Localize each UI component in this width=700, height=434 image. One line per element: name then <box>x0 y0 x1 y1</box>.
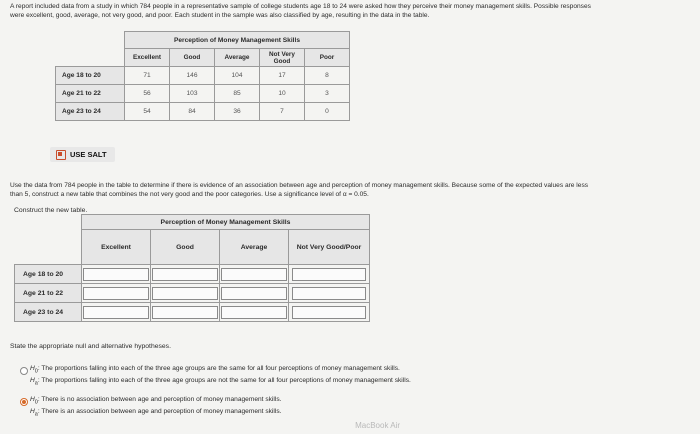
row-header: Age 23 to 24 <box>56 103 125 121</box>
table-cell: 54 <box>125 103 170 121</box>
answer-input[interactable] <box>292 268 366 281</box>
col-header-good: Good <box>151 230 220 265</box>
answer-input[interactable] <box>292 287 366 300</box>
table-cell: 0 <box>305 103 350 121</box>
table-row <box>15 265 370 284</box>
table-cell: 7 <box>260 103 305 121</box>
task-instructions <box>10 181 700 199</box>
row-header: Age 21 to 22 <box>56 85 125 103</box>
use-salt-button[interactable] <box>50 147 115 162</box>
hypothesis-option-1-radio[interactable] <box>20 367 28 375</box>
col-header-average: Average <box>220 230 289 265</box>
table-row <box>15 284 370 303</box>
table-row <box>15 303 370 322</box>
answer-input[interactable] <box>221 268 287 281</box>
answer-input[interactable] <box>221 306 287 319</box>
data-table <box>55 31 350 121</box>
hypothesis-option-2[interactable]: $H_0$: There is no association between age and perception of money management skills. $H_a$: There is an association between age and perception of money management skills. <box>30 396 282 418</box>
table-row <box>56 67 350 85</box>
answer-table-title: Perception of Money Management Skills <box>82 215 370 230</box>
answer-input[interactable] <box>292 306 366 319</box>
option-2-h0: There is no association between age and perception of money management skills. <box>41 396 282 403</box>
table-cell: 104 <box>215 67 260 85</box>
option-1-h0: The proportions falling into each of the three age groups are the same for all four perceptions of money management skills. <box>41 365 400 372</box>
col-header-not-very-good: Not Very Good <box>260 49 305 67</box>
answer-table <box>14 214 370 322</box>
option-2-ha: There is an association between age and perception of money management skills. <box>41 408 282 416</box>
answer-input[interactable] <box>83 306 149 319</box>
answer-input[interactable] <box>152 287 218 300</box>
table-cell: 8 <box>305 67 350 85</box>
table-cell: 3 <box>305 85 350 103</box>
table-cell: 103 <box>170 85 215 103</box>
construct-label: Construct the new table. <box>14 207 88 214</box>
table-row <box>56 85 350 103</box>
table-cell: 85 <box>215 85 260 103</box>
answer-input[interactable] <box>83 268 149 281</box>
task-line-1: Use the data from 784 people in the table to determine if there is evidence of an association between age and perception of money management skills. Because some of the expected values are less <box>10 182 589 189</box>
row-header: Age 18 to 20 <box>15 265 82 284</box>
hypotheses-prompt: State the appropriate null and alternative hypotheses. <box>10 343 171 350</box>
col-header-excellent: Excellent <box>125 49 170 67</box>
answer-input[interactable] <box>83 287 149 300</box>
task-line-2: than 5, construct a new table that combines the not very good and the poor categories. Use a significance level of α = 0.05. <box>10 191 369 198</box>
col-header-not-very-good-poor: Not Very Good/Poor <box>289 230 370 265</box>
problem-intro <box>10 2 700 20</box>
col-header-average: Average <box>215 49 260 67</box>
table-cell: 17 <box>260 67 305 85</box>
device-watermark: MacBook Air <box>355 421 400 430</box>
row-header: Age 21 to 22 <box>15 284 82 303</box>
table-cell: 84 <box>170 103 215 121</box>
table-cell: 146 <box>170 67 215 85</box>
hypothesis-option-1[interactable]: $H_0$: The proportions falling into each of the three age groups are the same for all four perceptions of money management skills. $H_a$: The proportions falling into each of the three age groups are not the same for all four perceptions of money management skills. <box>30 365 411 387</box>
intro-line-1: A report included data from a study in which 784 people in a representative sample of college students age 18 to 24 were asked how they perceive their money management skills. Possible responses <box>10 3 591 10</box>
row-header: Age 18 to 20 <box>56 67 125 85</box>
table-cell: 10 <box>260 85 305 103</box>
use-salt-label: USE SALT <box>70 150 107 159</box>
col-header-excellent: Excellent <box>82 230 151 265</box>
hypothesis-option-2-radio[interactable] <box>20 398 28 406</box>
table-row <box>56 103 350 121</box>
answer-input[interactable] <box>152 268 218 281</box>
option-1-ha: The proportions falling into each of the three age groups are not the same for all four perceptions of money management skills. <box>41 377 411 385</box>
salt-icon <box>56 150 66 160</box>
intro-line-2: were excellent, good, average, not very good, and poor. Each student in the sample was also classified by age, resulting in the data in the table. <box>10 12 430 19</box>
table-cell: 71 <box>125 67 170 85</box>
col-header-good: Good <box>170 49 215 67</box>
answer-input[interactable] <box>221 287 287 300</box>
answer-input[interactable] <box>152 306 218 319</box>
col-header-poor: Poor <box>305 49 350 67</box>
data-table-title: Perception of Money Management Skills <box>125 32 350 49</box>
table-cell: 56 <box>125 85 170 103</box>
row-header: Age 23 to 24 <box>15 303 82 322</box>
table-cell: 36 <box>215 103 260 121</box>
